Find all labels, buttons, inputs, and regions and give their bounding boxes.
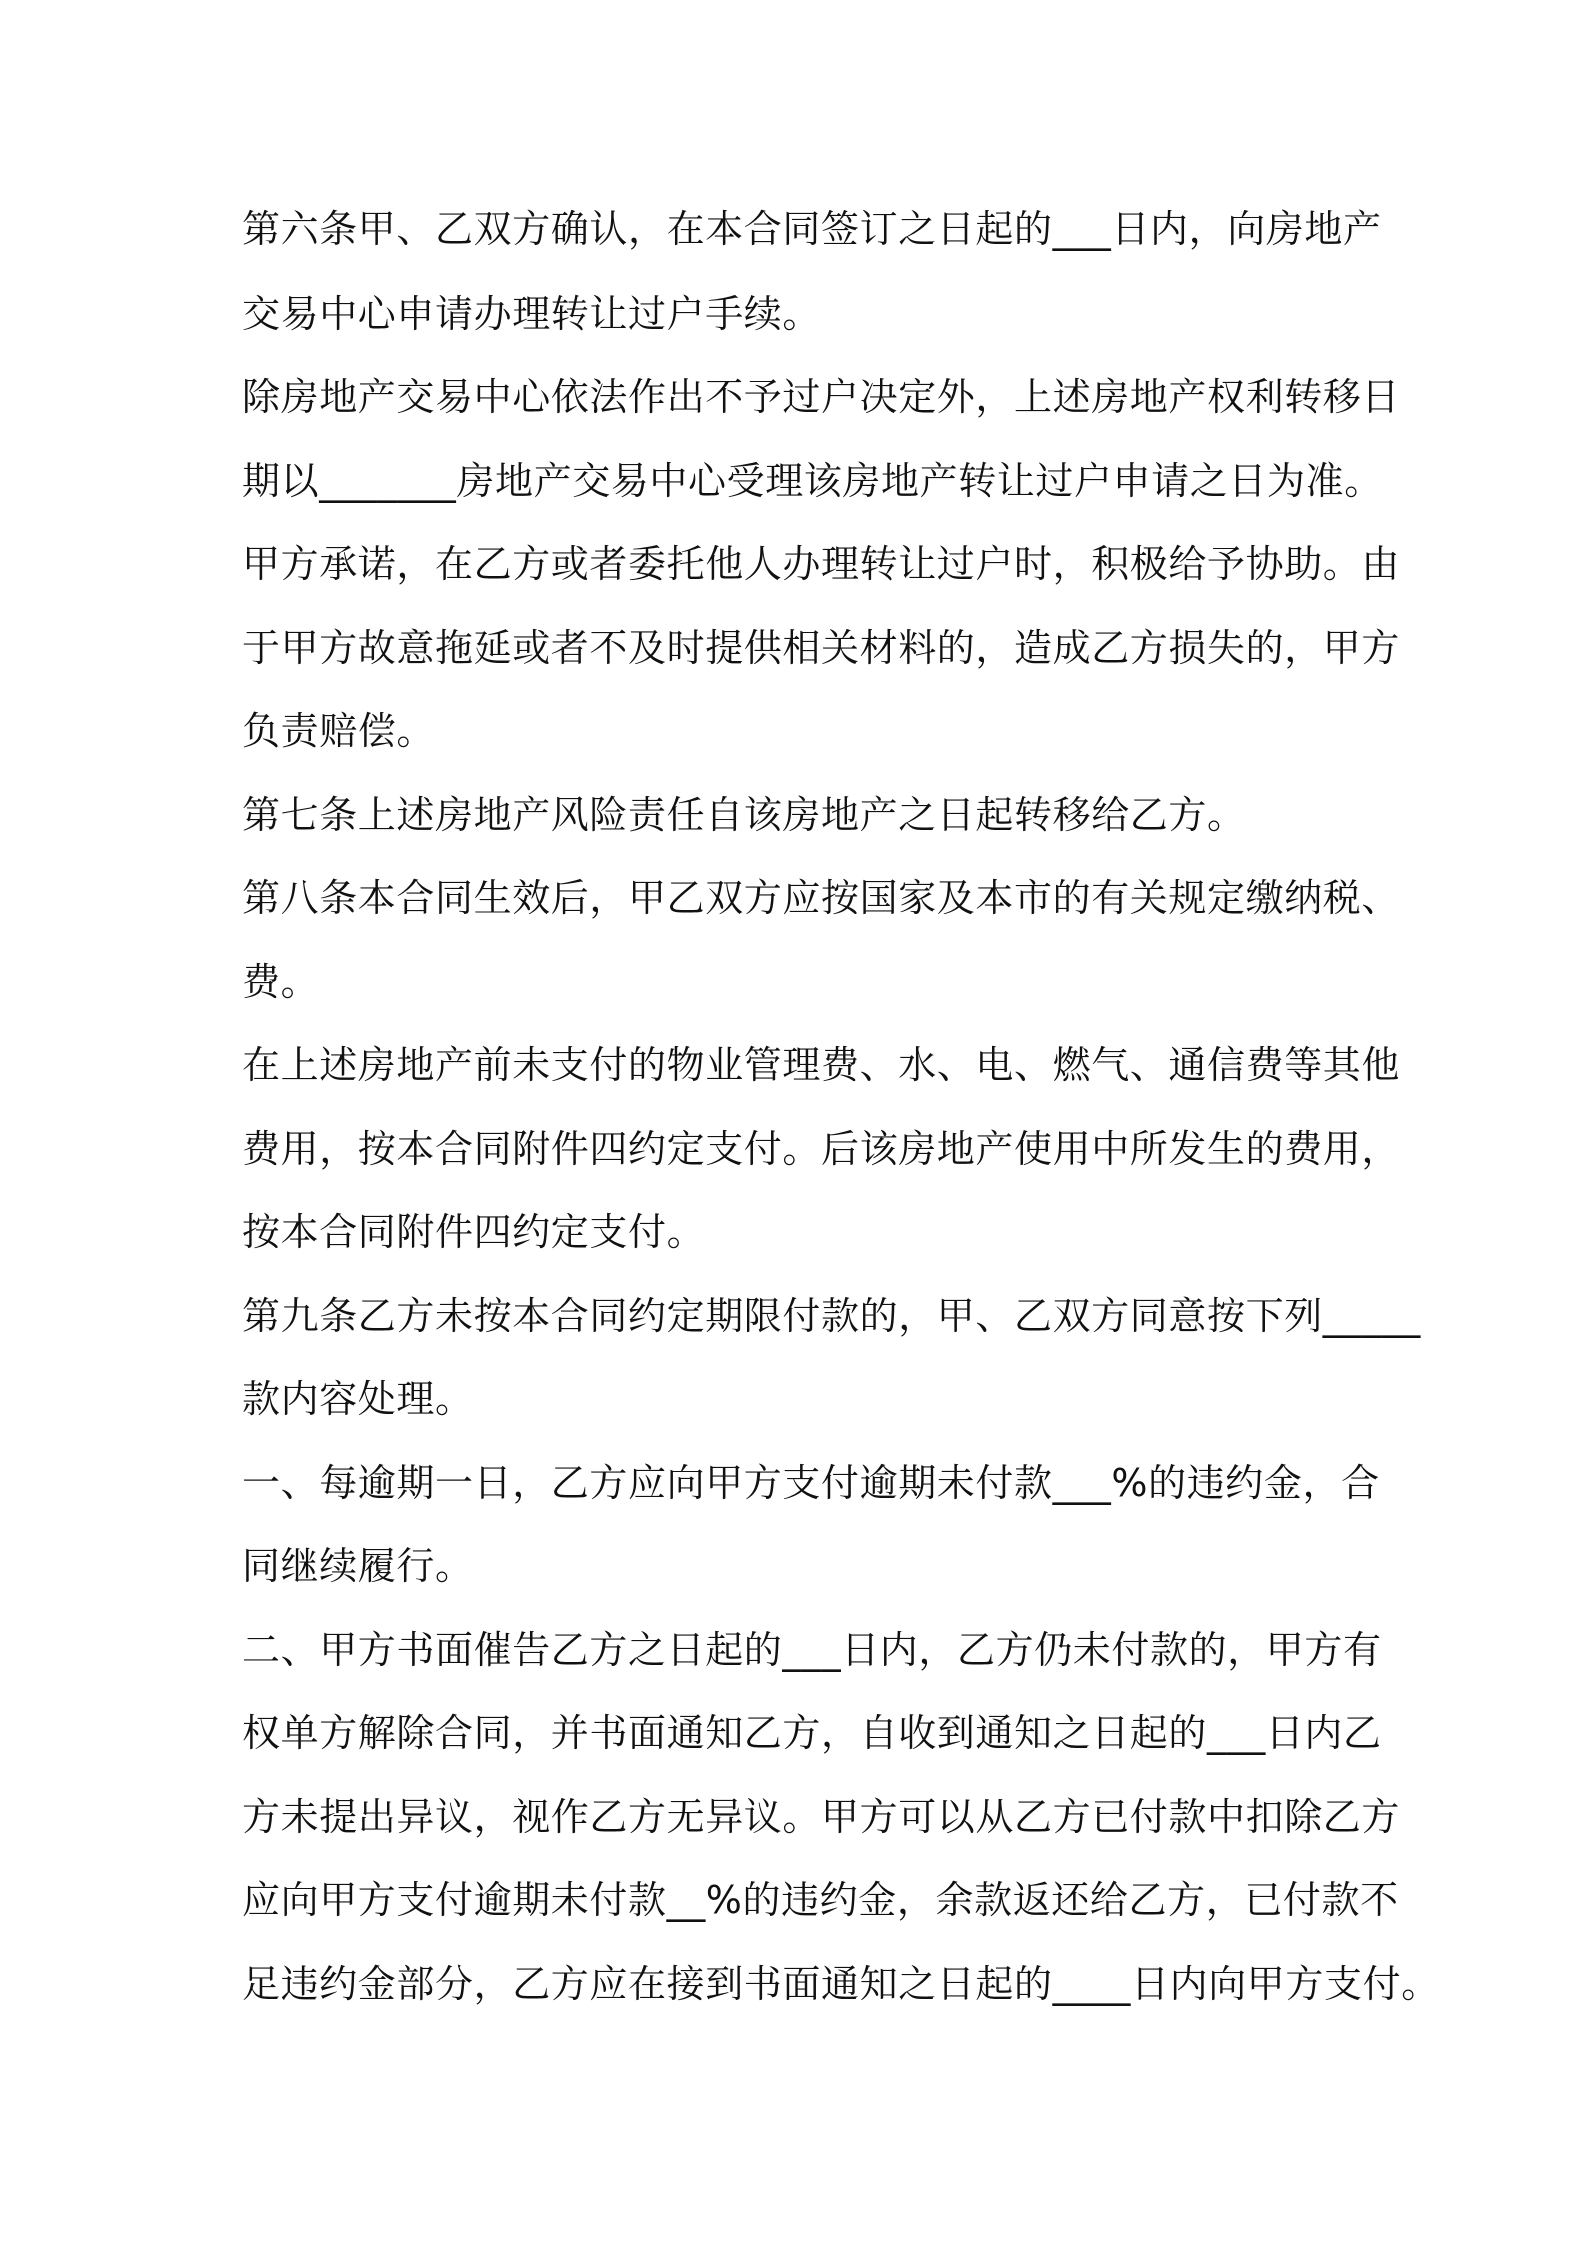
paragraph-line: 除房地产交易中心依法作出不予过户决定外，上述房地产权利转移日 <box>242 375 1401 419</box>
paragraph-line: 款内容处理。 <box>242 1377 474 1421</box>
paragraph-line: 权单方解除合同，并书面通知乙方，自收到通知之日起的___日内乙 <box>242 1711 1382 1755</box>
paragraph-line: 交易中心申请办理转让过户手续。 <box>242 292 822 336</box>
paragraph-line: 方未提出异议，视作乙方无异议。甲方可以从乙方已付款中扣除乙方 <box>242 1795 1401 1839</box>
paragraph-line: 甲方承诺，在乙方或者委托他人办理转让过户时，积极给予协助。由 <box>242 542 1401 586</box>
paragraph-line: 第八条本合同生效后，甲乙双方应按国家及本市的有关规定缴纳税、 <box>242 876 1401 920</box>
paragraph-line: 二、甲方书面催告乙方之日起的___日内，乙方仍未付款的，甲方有 <box>242 1628 1382 1672</box>
paragraph-line: 费。 <box>242 960 320 1004</box>
paragraph-line: 费用，按本合同附件四约定支付。后该房地产使用中所发生的费用， <box>242 1127 1401 1171</box>
paragraph-line: 按本合同附件四约定支付。 <box>242 1210 706 1254</box>
paragraph-line: 足违约金部分，乙方应在接到书面通知之日起的____日内向甲方支付。 <box>242 1962 1440 2006</box>
paragraph-line: 第七条上述房地产风险责任自该房地产之日起转移给乙方。 <box>242 793 1246 837</box>
paragraph-line: 一、每逾期一日，乙方应向甲方支付逾期未付款___%的违约金，合 <box>242 1461 1380 1505</box>
paragraph-line: 应向甲方支付逾期未付款__%的违约金，余款返还给乙方，已付款不 <box>242 1878 1399 1922</box>
paragraph-line: 期以_______房地产交易中心受理该房地产转让过户申请之日为准。 <box>242 459 1383 503</box>
paragraph-line: 第六条甲、乙双方确认，在本合同签订之日起的___日内，向房地产 <box>242 207 1382 251</box>
paragraph-line: 同继续履行。 <box>242 1544 474 1588</box>
paragraph-line: 在上述房地产前未支付的物业管理费、水、电、燃气、通信费等其他 <box>242 1043 1401 1087</box>
paragraph-line: 第九条乙方未按本合同约定期限付款的，甲、乙双方同意按下列_____ <box>242 1294 1421 1338</box>
paragraph-line: 负责赔偿。 <box>242 709 436 753</box>
paragraph-line: 于甲方故意拖延或者不及时提供相关材料的，造成乙方损失的，甲方 <box>242 626 1401 670</box>
